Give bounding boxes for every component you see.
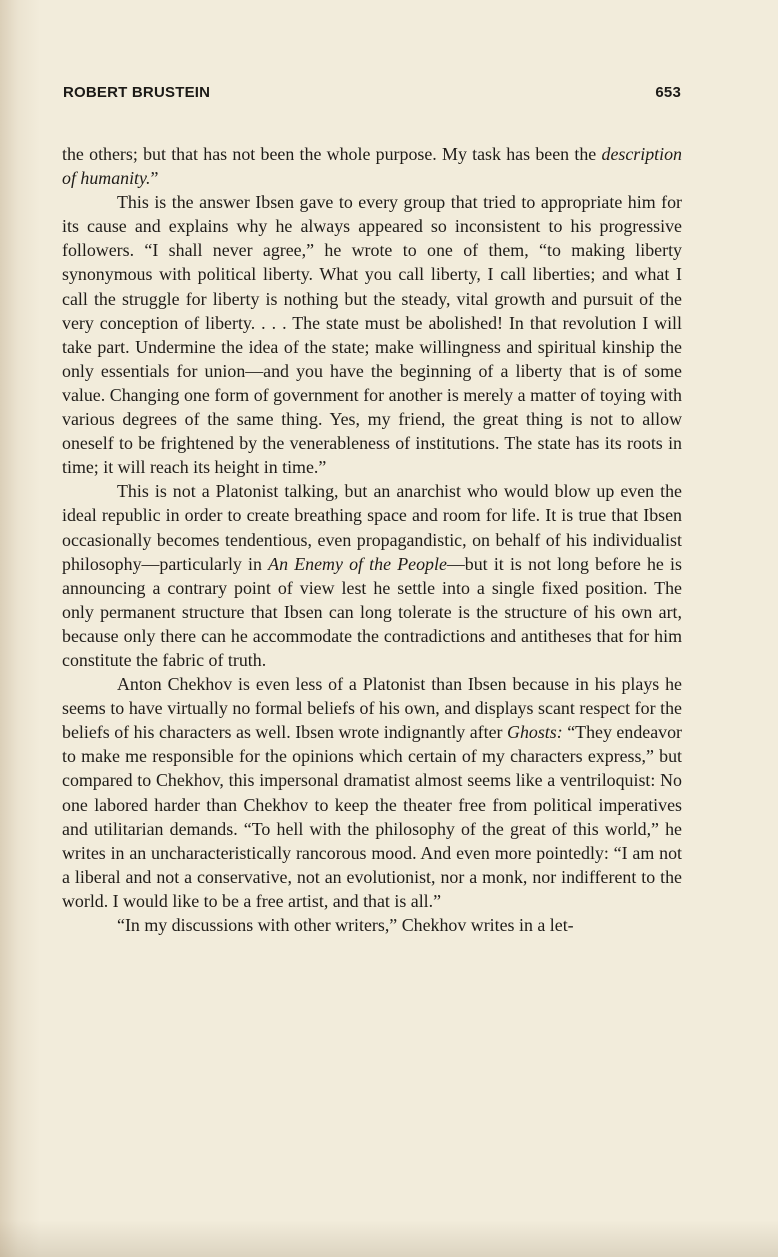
running-head [63,84,681,106]
italic-title-text: description of humanity. [62,144,682,189]
paragraph [62,479,682,672]
paragraph-text: “In my discussions with other writers,” Chekhov writes in a let- [117,915,574,935]
paragraph [62,672,682,913]
paragraph-text: “They endeavor to make me responsible for the opinions which certain of my characters express,” but compared to Chekhov, this impersonal dramatist almost seems like a ventriloquist: No one labored harder than Chekhov to keep the theater free from political imperatives and utilitarian demands. “To hell with the philosophy of the great of this world,” he writes in an uncharacteristically rancorous mood. And even more pointedly: “I am not a liberal and not a conservative, not an evolutionist, nor a monk, nor indifferent to the world. I would like to be a free artist, and that is all.” [62,722,682,911]
paragraph-text: This is not a Platonist talking, but an anarchist who would blow up even the ideal republic in order to create breathing space and room for life. It is true that Ibsen occasionally becomes tendentious, even propagandistic, on behalf of his individualist philosophy—particularly in [62,481,682,574]
body-text [62,142,682,937]
page-number: 653 [655,84,681,101]
running-head-author: ROBERT BRUSTEIN [63,84,211,101]
paragraph-text: the others; but that has not been the whole purpose. My task has been the [62,144,602,164]
paragraph [62,913,682,937]
paragraph-text: Anton Chekhov is even less of a Platonist than Ibsen because in his plays he seems to have virtually no formal beliefs of his own, and displays scant respect for the beliefs of his characters as well. Ibsen wrote indignantly after [62,674,682,743]
paragraph-text: This is the answer Ibsen gave to every group that tried to appropriate him for its cause and explains why he always appeared so inconsistent to his progressive followers. “I shall never agree,” he wrote to one of them, “to making liberty synonymous with political liberty. What you call liberty, I call liberties; and what I call the struggle for liberty is nothing but the steady, vital growth and pursuit of the very conception of liberty. . . . The state must be abolished! In that revolution I will take part. Undermine the idea of the state; make willingness and spiritual kinship the only essentials for union—and you have the beginning of a liberty that is of some value. Changing one form of government for another is merely a matter of toying with various degrees of the same thing. Yes, my friend, the great thing is not to allow oneself to be frightened by the venerableness of institutions. The state has its roots in time; it will reach its height in time.” [62,192,682,478]
paragraph-text: —but it is not long before he is announcing a contrary point of view lest he settle into a single fixed position. The only permanent structure that Ibsen can long tolerate is the structure of his own art, because only there can he accommodate the contradictions and antitheses that for him constitute the fabric of truth. [62,553,682,670]
paragraph [62,142,682,190]
paragraph-text: ” [150,168,159,189]
italic-title-text: An Enemy of the People [268,553,447,574]
paragraph [62,190,682,479]
italic-title-text: Ghosts: [507,722,563,743]
